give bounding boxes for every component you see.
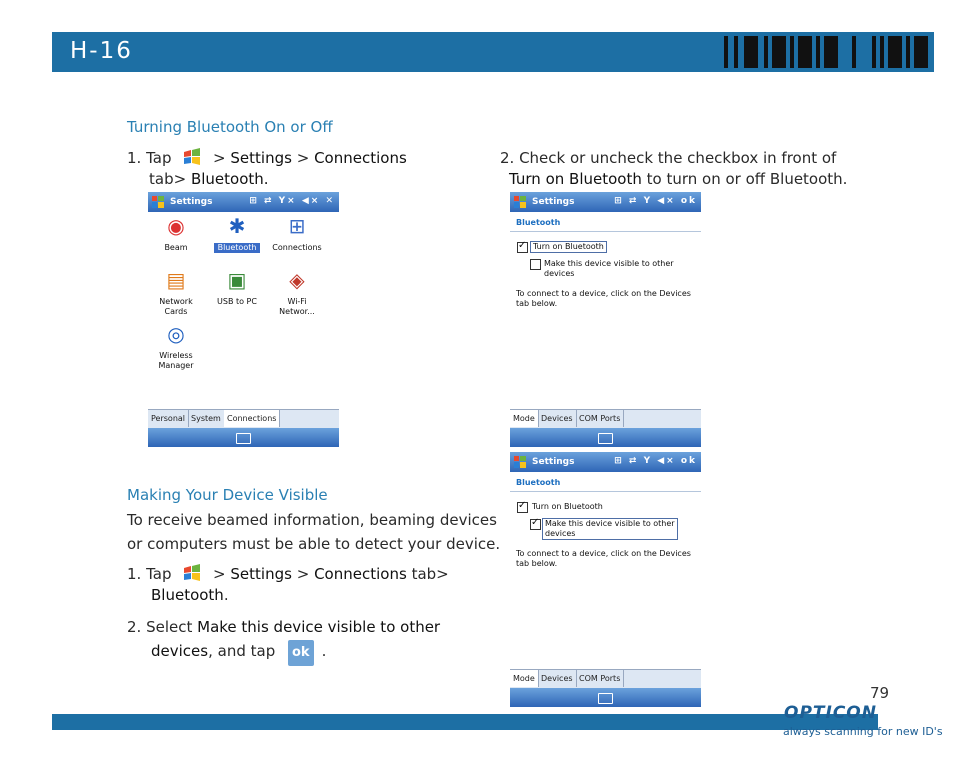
icon-label-selected: Bluetooth [214, 243, 260, 253]
tab-devices[interactable]: Devices [538, 410, 577, 427]
checkbox-label[interactable]: Turn on Bluetooth [532, 502, 603, 511]
connections-icon[interactable]: ⊞ [288, 214, 306, 238]
title-text: Settings [532, 457, 575, 467]
checkbox-label[interactable] [544, 259, 674, 279]
usb-to-pc-icon[interactable]: ▣ [227, 268, 247, 292]
checkbox-label[interactable]: Turn on Bluetooth [530, 241, 607, 253]
visible-checkbox[interactable] [530, 259, 541, 270]
step-text: 2. Select [127, 618, 193, 636]
separator: > [213, 149, 226, 167]
screenshot-bluetooth-on [510, 192, 701, 447]
turn-on-bluetooth-checkbox[interactable] [517, 242, 528, 253]
icon-label: USB to PC [217, 297, 257, 306]
devices-text: devices [151, 642, 209, 660]
model-title: H-16 [70, 38, 133, 64]
tab-devices[interactable]: Devices [538, 670, 577, 687]
note-line: tab below. [516, 559, 558, 568]
icon-label: Connections [272, 243, 322, 252]
icon-label: Beam [164, 243, 188, 252]
icon-label: Network Cards [159, 297, 193, 316]
footer-bar [52, 714, 878, 730]
divider [510, 491, 701, 492]
tab-text: tab> [149, 170, 187, 188]
soft-key-bar [510, 428, 701, 447]
section-heading-device-visible: Making Your Device Visible [127, 486, 328, 504]
title-text: Settings [532, 197, 575, 207]
section-heading-bluetooth-onoff: Turning Bluetooth On or Off [127, 118, 333, 136]
screenshot-connections [148, 192, 339, 447]
wireless-manager-icon[interactable]: ◎ [167, 322, 185, 346]
icon-label: Wi-Fi Networ... [279, 297, 315, 316]
bluetooth-text: Bluetooth [151, 586, 224, 604]
step-text: to turn on or off Bluetooth. [646, 170, 848, 188]
tagline: always scanning for new ID's [783, 725, 943, 738]
section1-step2 [500, 148, 870, 190]
page-number: 79 [870, 684, 890, 702]
bluetooth-text: Bluetooth. [190, 170, 269, 188]
make-visible-text: Make this device visible to other [197, 618, 441, 636]
keyboard-icon[interactable] [598, 693, 613, 704]
section2-intro [127, 508, 509, 556]
turn-on-bluetooth-checkbox[interactable] [517, 502, 528, 513]
connections-text: Connections [314, 565, 407, 583]
note-line: tab below. [516, 299, 558, 308]
soft-key-bar [148, 428, 339, 447]
separator: > [213, 565, 226, 583]
intro-line: To receive beamed information, beaming devices [127, 511, 497, 529]
status-icons[interactable]: ⊞ ⇄ Y ◀× ok [614, 456, 697, 466]
page-heading: Bluetooth [516, 218, 561, 227]
section2-step2 [127, 615, 512, 666]
settings-text: Settings [230, 149, 292, 167]
note-line: To connect to a device, click on the Devices [516, 289, 691, 298]
label-line: devices [545, 529, 576, 538]
status-icons[interactable]: ⊞ ⇄ Y× ◀× ✕ [249, 196, 335, 206]
separator: > [296, 565, 310, 583]
devices-note [516, 549, 691, 569]
bluetooth-icon[interactable]: ✱ [228, 214, 246, 238]
separator: > [296, 149, 310, 167]
turn-on-bluetooth-text: Turn on Bluetooth [509, 170, 642, 188]
step-text: 1. Tap [127, 149, 172, 167]
tab-com-ports[interactable]: COM Ports [576, 670, 624, 687]
status-icons[interactable]: ⊞ ⇄ Y ◀× ok [614, 196, 697, 206]
network-cards-icon[interactable]: ▤ [166, 268, 186, 292]
tab-text: tab> [411, 565, 449, 583]
divider [510, 231, 701, 232]
step-text: , and tap [208, 642, 276, 660]
title-bar [510, 452, 701, 472]
windows-flag-icon [182, 564, 202, 582]
tab-personal[interactable]: Personal [148, 410, 189, 427]
windows-flag-icon[interactable] [513, 455, 527, 469]
tab-mode[interactable]: Mode [510, 410, 539, 427]
tab-strip [510, 669, 701, 688]
ok-button-icon: ok [288, 640, 314, 666]
opticon-logo: OPTICON [784, 703, 877, 723]
tab-mode[interactable]: Mode [510, 670, 539, 687]
note-line: To connect to a device, click on the Devices [516, 549, 691, 558]
icon-label: Wireless Manager [158, 351, 194, 370]
settings-text: Settings [230, 565, 292, 583]
screenshot-bluetooth-visible [510, 452, 701, 707]
windows-flag-icon[interactable] [513, 195, 527, 209]
beam-icon[interactable]: ◉ [167, 214, 185, 238]
page-heading: Bluetooth [516, 478, 561, 487]
devices-note [516, 289, 691, 309]
step-text: 1. Tap [127, 565, 172, 583]
section2-step1 [127, 564, 512, 606]
tab-com-ports[interactable]: COM Ports [576, 410, 624, 427]
title-bar [510, 192, 701, 212]
period: . [223, 586, 229, 604]
step-text: 2. Check or uncheck the checkbox in front of [500, 149, 837, 167]
connections-text: Connections [314, 149, 407, 167]
windows-flag-icon[interactable] [151, 195, 165, 209]
tab-connections[interactable]: Connections [224, 410, 280, 427]
keyboard-icon[interactable] [236, 433, 251, 444]
checkbox-label[interactable] [542, 518, 678, 540]
soft-key-bar [510, 688, 701, 707]
label-line: devices [544, 269, 575, 278]
tab-system[interactable]: System [188, 410, 225, 427]
title-bar [148, 192, 339, 212]
intro-line: or computers must be able to detect your device. [127, 535, 501, 553]
label-line: Make this device visible to other [545, 519, 675, 528]
period: . [321, 642, 327, 660]
tab-strip [510, 409, 701, 428]
label-line: Make this device visible to other [544, 259, 674, 268]
section1-step1 [127, 148, 457, 190]
visible-checkbox[interactable] [530, 519, 541, 530]
wifi-networks-icon[interactable]: ◈ [289, 268, 305, 292]
title-text: Settings [170, 197, 213, 207]
windows-flag-icon [182, 148, 202, 166]
keyboard-icon[interactable] [598, 433, 613, 444]
tab-strip [148, 409, 339, 428]
